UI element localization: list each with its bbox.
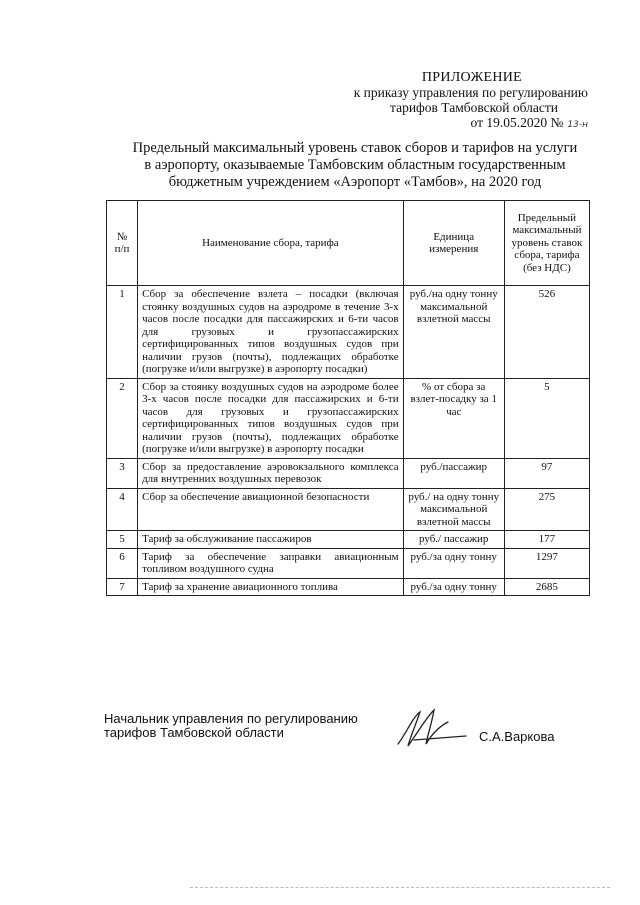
order-date: от 19.05.2020 № [470,115,564,130]
row-value: 1297 [504,548,589,578]
column-header-unit: Единица измерения [403,201,504,286]
row-unit: руб./ на одну тонну максимальной взлетной массы [403,488,504,531]
row-unit: руб./за одну тонну [403,578,504,596]
row-name: Тариф за обеспечение заправки авиационным топливом воздушного судна [138,548,404,578]
row-unit: руб./за одну тонну [403,548,504,578]
row-num: 3 [107,458,138,488]
row-name: Сбор за стоянку воздушных судов на аэродроме более 3-х часов после посадки для пассажирских и 6-ти часов для грузовых и грузопассажирских сертифицированных типов воздушных судов при наличии грузов (почты), подлежащих обработке (погрузке и/или выгрузке) в аэропорту посадки [138,378,404,458]
row-value: 526 [504,286,589,379]
signatory-position-line-1: Начальник управления по регулированию [104,711,358,726]
table-row [107,578,590,596]
row-name: Сбор за обеспечение авиационной безопасности [138,488,404,531]
scan-artifact-divider [190,887,610,892]
table-row [107,378,590,458]
row-unit: руб./на одну тонну максимальной взлетной массы [403,286,504,379]
row-num: 1 [107,286,138,379]
column-header-value: Предельный максимальный уровень ставок сбора, тарифа (без НДС) [504,201,589,286]
row-name: Сбор за обеспечение взлета – посадки (включая стоянку воздушных судов на аэродроме в течение 3-х часов после посадки для пассажирских и 6-ти часов для грузовых и грузопассажирских сертифицированных типов воздушных судов при наличии грузов (почты), подлежащих обработке (погрузке и/или выгрузке) в аэропорту посадки) [138,286,404,379]
table-row [107,531,590,549]
row-name: Тариф за обслуживание пассажиров [138,531,404,549]
document-title [110,140,600,191]
row-value: 97 [504,458,589,488]
appendix-title: ПРИЛОЖЕНИЕ [421,70,522,85]
document-title-line-2: в аэропорту, оказываемые Тамбовским областным государственным [144,157,566,173]
appendix-line-2: тарифов Тамбовской области [390,100,558,115]
row-num: 6 [107,548,138,578]
row-value: 2685 [504,578,589,596]
signatory-position [104,712,404,740]
row-name: Сбор за предоставление аэровокзального комплекса для внутренних воздушных перевозок [138,458,404,488]
document-title-line-3: бюджетным учреждением «Аэропорт «Тамбов», на 2020 год [168,174,542,190]
tariffs-table [106,200,590,596]
row-num: 4 [107,488,138,531]
row-name: Тариф за хранение авиационного топлива [138,578,404,596]
order-number: 13-н [567,120,588,130]
row-unit: % от сбора за взлет-посадку за 1 час [403,378,504,458]
column-header-name: Наименование сбора, тарифа [138,201,404,286]
table-header-row [107,201,590,286]
row-num: 2 [107,378,138,458]
column-header-num: № п/п [107,201,138,286]
row-unit: руб./ пассажир [403,531,504,549]
row-num: 7 [107,578,138,596]
appendix-header [354,70,588,133]
table-row [107,488,590,531]
document-title-line-1: Предельный максимальный уровень ставок сборов и тарифов на услуги [132,140,578,156]
table-row [107,286,590,379]
row-num: 5 [107,531,138,549]
row-unit: руб./пассажир [403,458,504,488]
appendix-line-1: к приказу управления по регулированию [353,85,588,100]
row-value: 275 [504,488,589,531]
appendix-date-line [354,115,588,133]
handwritten-signature-icon [392,704,472,752]
table-row [107,458,590,488]
row-value: 177 [504,531,589,549]
row-value: 5 [504,378,589,458]
signatory-position-line-2: тарифов Тамбовской области [104,725,284,740]
table-row [107,548,590,578]
signatory-name: С.А.Варкова [479,729,555,744]
